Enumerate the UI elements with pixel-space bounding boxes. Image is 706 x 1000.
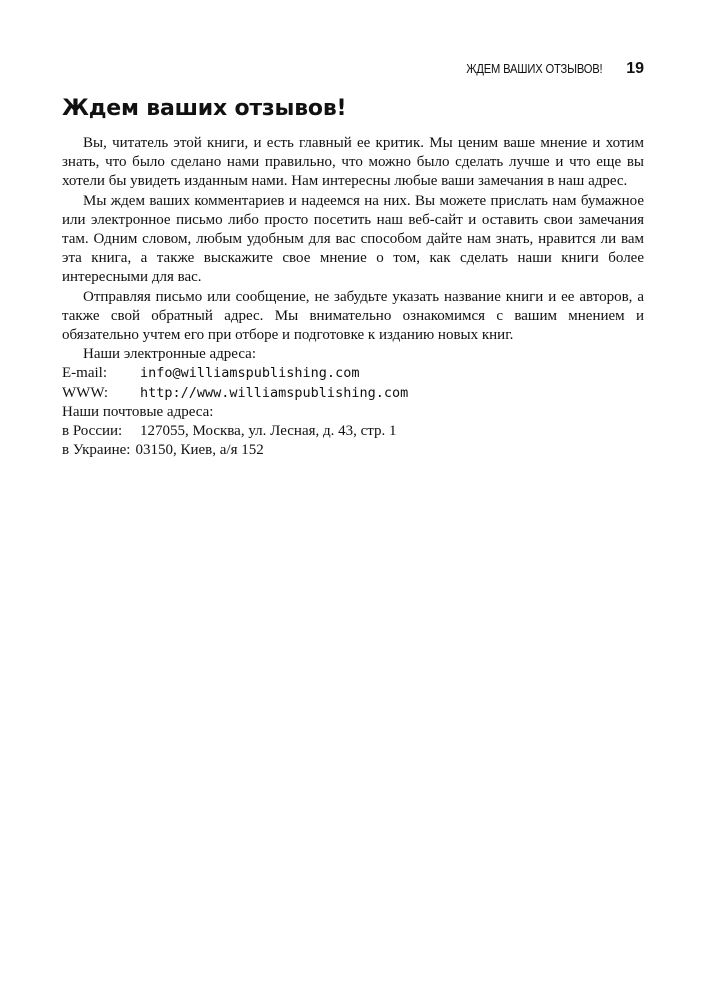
running-title: ЖДЕМ ВАШИХ ОТЗЫВОВ! [465, 61, 603, 76]
ukraine-address: 03150, Киев, а/я 152 [135, 442, 264, 459]
postal-addresses-heading: Наши почтовые адреса: [62, 403, 214, 420]
email-address-link[interactable]: info@williamspublishing.com [140, 365, 360, 382]
running-header [62, 60, 644, 78]
russia-label: в России: [62, 423, 123, 440]
ukraine-address-row [62, 441, 644, 460]
paragraph-3: Отправляя письмо или сообщение, не забудьте указать название книги и ее авторов, а также свой обратный адрес. Мы внимательно ознакомимся с вашим мнением и обязательно учтем его при отборе и подготовке к изданию новых книг. [62, 288, 644, 344]
russia-address-row [62, 422, 644, 441]
page-number: 19 [626, 60, 644, 77]
electronic-addresses-heading: Наши электронные адреса: [83, 346, 256, 363]
www-row [62, 384, 644, 403]
body-text [62, 134, 644, 460]
email-row [62, 364, 644, 383]
email-label: E-mail: [62, 365, 107, 382]
section-title: Ждем ваших отзывов! [62, 96, 347, 121]
russia-address: 127055, Москва, ул. Лесная, д. 43, стр. 1 [140, 423, 397, 440]
paragraph-1: Вы, читатель этой книги, и есть главный ее критик. Мы ценим ваше мнение и хотим знать, что было сделано нами правильно, что можно было сделать лучше и что еще вы хотели бы увидеть изданным нами. Нам интересны любые ваши замечания в наш адрес. [62, 135, 644, 190]
www-label: WWW: [62, 384, 109, 401]
paragraph-2: Мы ждем ваших комментариев и надеемся на них. Вы можете прислать нам бумажное или электронное письмо либо просто посетить наш веб-сайт и оставить свои замечания там. Одним словом, любым удобным для вас способом дайте нам знать, нравится ли вам эта книга, а также выскажите свое мнение о том, как сделать наши книги более интересными для вас. [62, 192, 644, 286]
website-link[interactable]: http://www.williamspublishing.com [140, 384, 409, 401]
ukraine-label: в Украине: [62, 442, 131, 459]
